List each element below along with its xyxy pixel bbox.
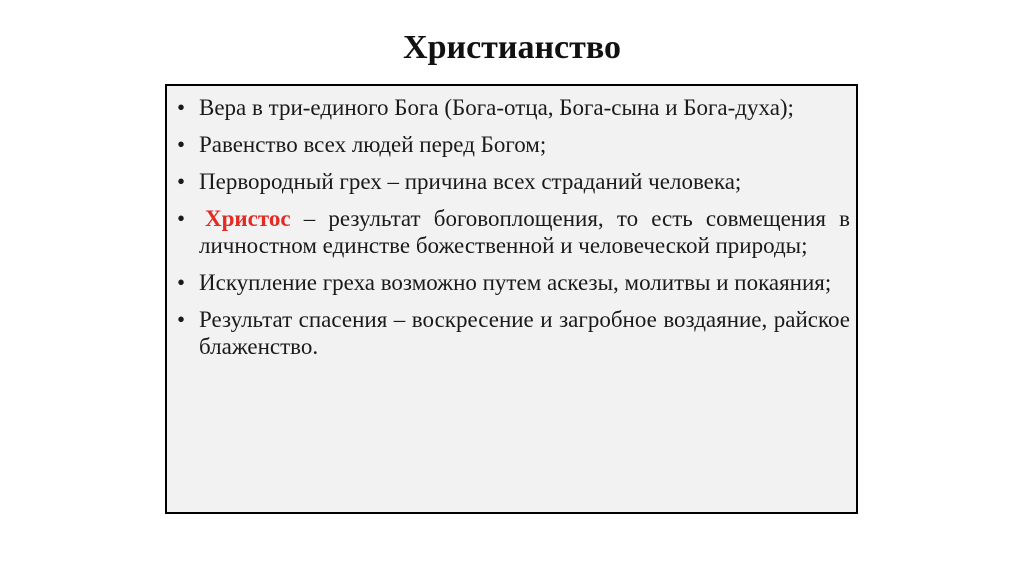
bullet-item-trinity (175, 94, 850, 121)
bullet-list (175, 94, 850, 360)
bullet-text: – результат боговоплощения, то есть совмещения в личностном единстве божественной и человеческой природы; (199, 206, 850, 258)
bullet-icon: • (177, 206, 186, 231)
bullet-text: Искупление греха возможно путем аскезы, молитвы и покаяния; (199, 270, 832, 295)
bullet-icon: • (177, 169, 186, 194)
bullet-text: Равенство всех людей перед Богом; (199, 132, 547, 157)
bullet-item-original-sin (175, 168, 850, 195)
bullet-icon: • (177, 132, 186, 157)
bullet-item-christ (175, 205, 850, 259)
bullet-icon: • (177, 95, 186, 120)
bullet-icon: • (177, 270, 186, 295)
bullet-icon: • (177, 307, 186, 332)
bullet-text: Вера в три-единого Бога (Бога-отца, Бога-сына и Бога-духа); (199, 95, 794, 120)
content-box (165, 84, 858, 514)
bullet-text: Результат спасения – воскресение и загробное воздаяние, райское блаженство. (199, 307, 850, 359)
slide-title: Христианство (403, 29, 621, 66)
highlight-term: Христос (205, 206, 291, 231)
bullet-item-redemption (175, 269, 850, 296)
bullet-item-equality (175, 131, 850, 158)
bullet-text: Первородный грех – причина всех страданий человека; (199, 169, 742, 194)
bullet-item-salvation (175, 306, 850, 360)
